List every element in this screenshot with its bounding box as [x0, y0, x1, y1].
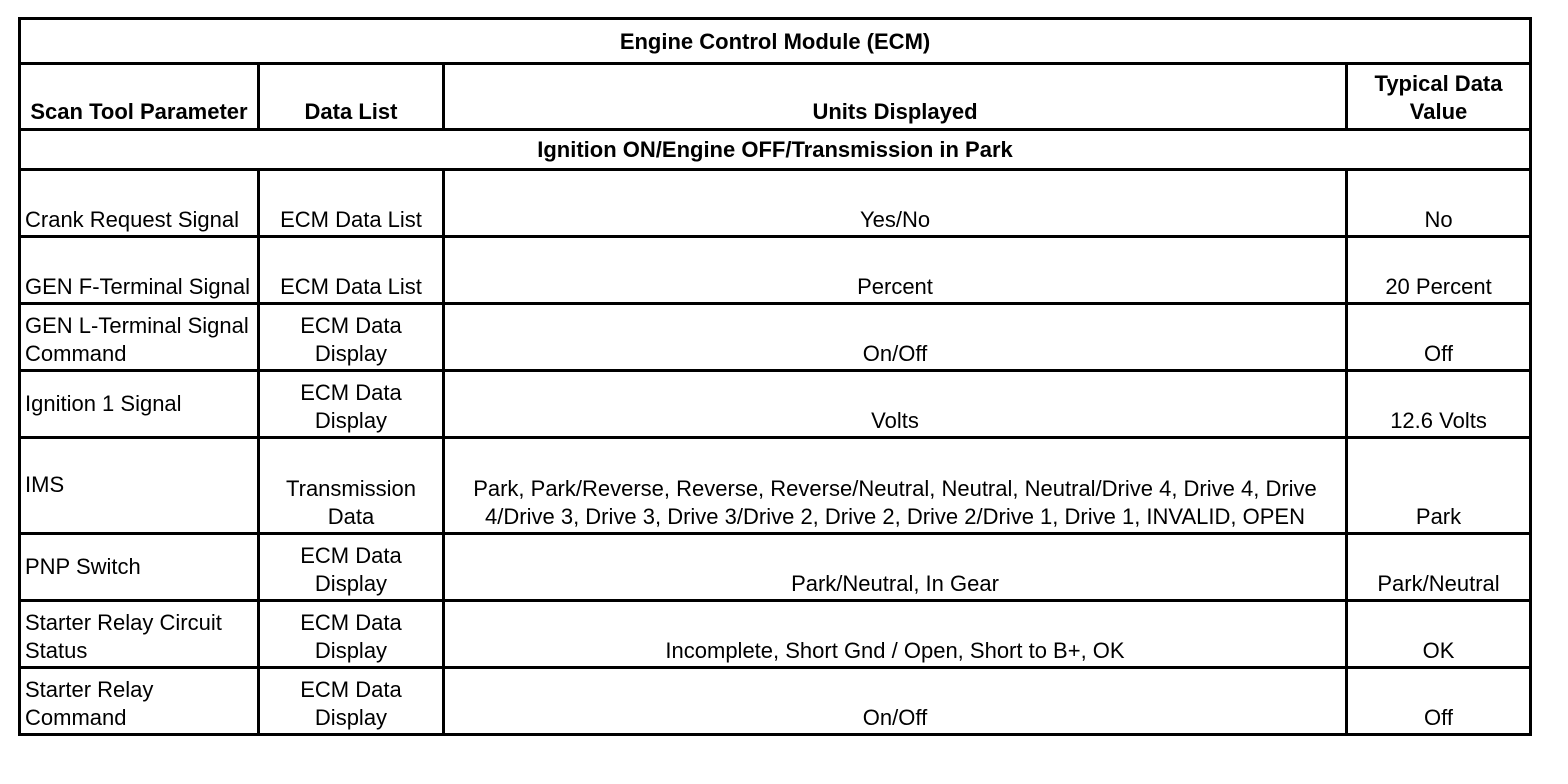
- cell-units: Incomplete, Short Gnd / Open, Short to B+, OK: [444, 601, 1347, 668]
- table-row: [20, 534, 1531, 601]
- header-scan-tool-parameter: Scan Tool Parameter: [20, 64, 259, 130]
- table-header-row: [20, 64, 1531, 130]
- cell-data-list: ECM Data Display: [259, 534, 444, 601]
- table-title-row: [20, 19, 1531, 64]
- header-units-displayed: Units Displayed: [444, 64, 1347, 130]
- table-row: [20, 371, 1531, 438]
- cell-typical-value: Off: [1347, 304, 1531, 371]
- cell-typical-value: Park/Neutral: [1347, 534, 1531, 601]
- cell-units: Percent: [444, 237, 1347, 304]
- cell-data-list: ECM Data Display: [259, 304, 444, 371]
- cell-parameter: Ignition 1 Signal: [20, 371, 259, 438]
- cell-data-list: ECM Data List: [259, 170, 444, 237]
- section-title: Ignition ON/Engine OFF/Transmission in Park: [20, 130, 1531, 170]
- cell-data-list: ECM Data Display: [259, 601, 444, 668]
- section-row: [20, 130, 1531, 170]
- table-row: [20, 601, 1531, 668]
- cell-data-list: ECM Data List: [259, 237, 444, 304]
- cell-typical-value: Park: [1347, 438, 1531, 534]
- cell-units: On/Off: [444, 304, 1347, 371]
- cell-units: Yes/No: [444, 170, 1347, 237]
- cell-parameter: Starter Relay Circuit Status: [20, 601, 259, 668]
- cell-data-list: ECM Data Display: [259, 371, 444, 438]
- cell-typical-value: Off: [1347, 668, 1531, 735]
- cell-parameter: GEN L-Terminal Signal Command: [20, 304, 259, 371]
- table-row: [20, 237, 1531, 304]
- cell-data-list: ECM Data Display: [259, 668, 444, 735]
- cell-units: Park/Neutral, In Gear: [444, 534, 1347, 601]
- cell-units: Volts: [444, 371, 1347, 438]
- cell-units: On/Off: [444, 668, 1347, 735]
- header-data-list: Data List: [259, 64, 444, 130]
- table-row: [20, 304, 1531, 371]
- cell-typical-value: OK: [1347, 601, 1531, 668]
- cell-parameter: Starter Relay Command: [20, 668, 259, 735]
- ecm-data-table: [18, 17, 1532, 736]
- cell-data-list: Transmission Data: [259, 438, 444, 534]
- cell-typical-value: 20 Percent: [1347, 237, 1531, 304]
- table-row: [20, 438, 1531, 534]
- cell-units: Park, Park/Reverse, Reverse, Reverse/Neutral, Neutral, Neutral/Drive 4, Drive 4, Drive 4/Drive 3, Drive 3, Drive 3/Drive 2, Drive 2, Drive 2/Drive 1, Drive 1, INVALID, OPEN: [444, 438, 1347, 534]
- cell-typical-value: No: [1347, 170, 1531, 237]
- cell-parameter: IMS: [20, 438, 259, 534]
- table-row: [20, 668, 1531, 735]
- table-title: Engine Control Module (ECM): [20, 19, 1531, 64]
- cell-typical-value: 12.6 Volts: [1347, 371, 1531, 438]
- cell-parameter: Crank Request Signal: [20, 170, 259, 237]
- cell-parameter: GEN F-Terminal Signal: [20, 237, 259, 304]
- header-typical-data-value: Typical Data Value: [1347, 64, 1531, 130]
- cell-parameter: PNP Switch: [20, 534, 259, 601]
- table-row: [20, 170, 1531, 237]
